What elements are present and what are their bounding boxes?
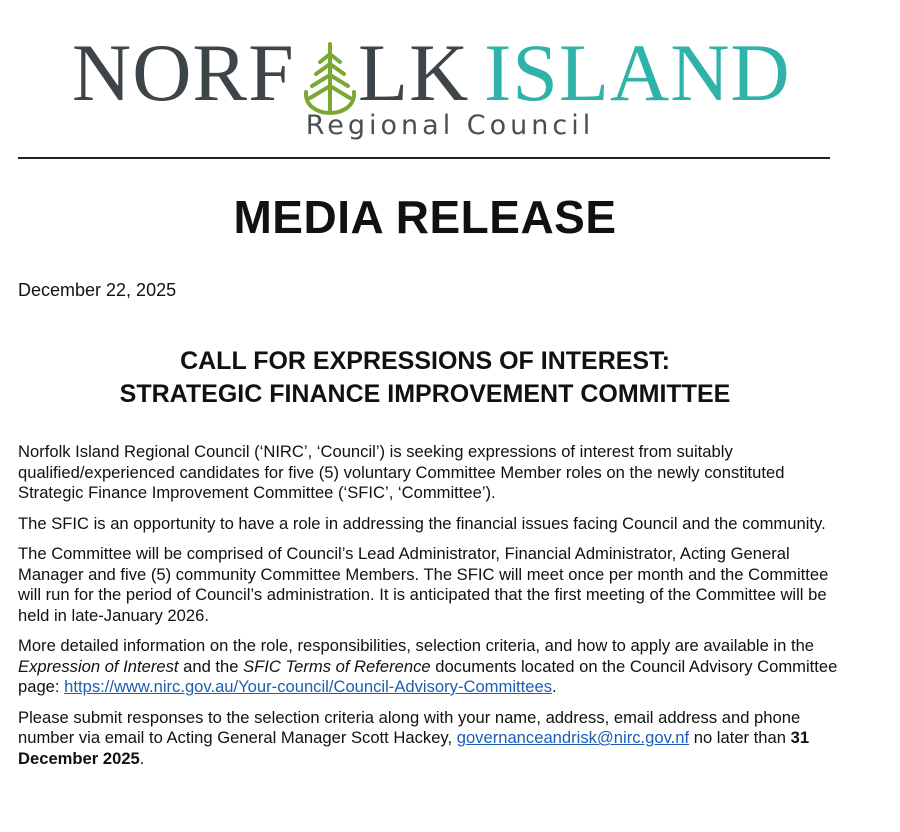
logo-text-lk: LK — [358, 27, 470, 118]
text-span: no later than — [689, 728, 791, 747]
text-span: documents located on the Council Advisory Committee page: — [18, 656, 838, 696]
doc-expression-of-interest: Expression of Interest — [18, 656, 179, 676]
doc-terms-of-reference: SFIC Terms of Reference — [243, 656, 431, 676]
paragraph-opportunity: The SFIC is an opportunity to have a role in addressing the financial issues facing Council and the community. — [18, 513, 826, 533]
release-date: December 22, 2025 — [18, 280, 177, 300]
text-span: Please submit responses to the selection criteria along with your name, address, email address and phone number via email to Acting General Manager Scott Hackey, — [18, 707, 801, 747]
heading-line-1: CALL FOR EXPRESSIONS OF INTEREST: — [180, 347, 670, 375]
release-body — [18, 442, 848, 779]
text-span: . — [139, 748, 145, 768]
logo-subtitle: Regional Council — [305, 110, 595, 141]
email-link[interactable]: governanceandrisk@nirc.gov.nf — [456, 728, 690, 747]
heading-line-2: STRATEGIC FINANCE IMPROVEMENT COMMITTEE — [119, 380, 731, 408]
page-title: MEDIA RELEASE — [233, 191, 617, 243]
paragraph-details — [18, 636, 848, 698]
paragraph-submit — [18, 708, 848, 770]
header-divider — [18, 157, 830, 159]
committee-page-link[interactable]: https://www.nirc.gov.au/Your-council/Council-Advisory-Committees — [64, 677, 552, 696]
text-span: . — [552, 677, 557, 696]
paragraph-intro: Norfolk Island Regional Council (‘NIRC’, ‘Council’) is seeking expressions of interest from suitably qualified/experienced candidates for five (5) voluntary Committee Member roles on the newly constituted Strategic Finance Improvement Committee (‘SFIC’, ‘Committee’). — [18, 442, 785, 502]
council-logo — [0, 0, 900, 150]
paragraph-committee: The Committee will be comprised of Council’s Lead Administrator, Financial Administrator, Acting General Manager and five (5) community Committee Members. The SFIC will meet once per month and the Committee will run for the period of Council’s administration. It is anticipated that the first meeting of the Committee will be held in late-January 2026. — [18, 544, 829, 625]
release-heading — [0, 345, 850, 411]
logo-wordmark — [0, 28, 900, 118]
text-span: More detailed information on the role, responsibilities, selection criteria, and how to apply are available in the — [18, 636, 815, 655]
logo-text-island: ISLAND — [484, 27, 791, 118]
deadline-date: 31 December 2025 — [18, 728, 810, 768]
logo-text-norf: NORF — [72, 27, 295, 118]
text-span: and the — [178, 656, 244, 676]
